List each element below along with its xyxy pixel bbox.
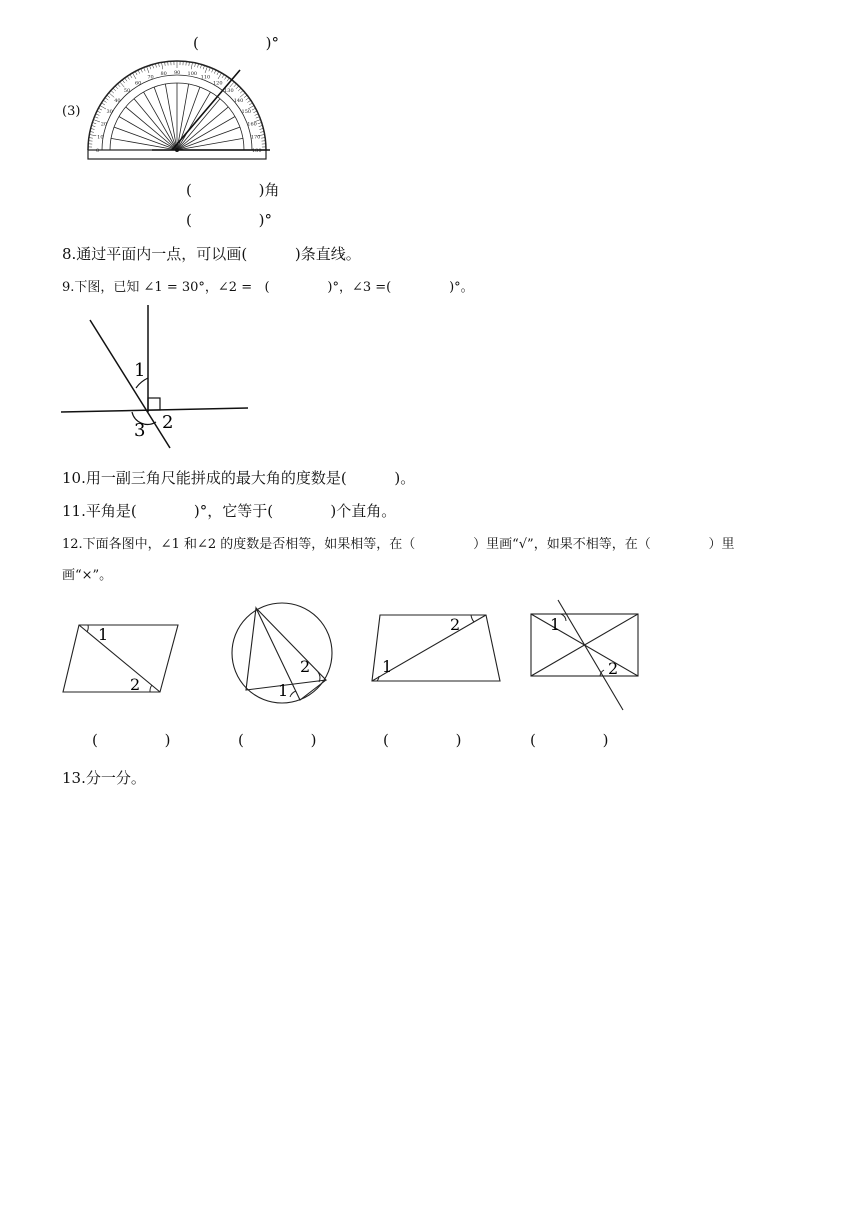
protractor-scale-number: 60: [135, 80, 142, 87]
protractor-tick: [234, 84, 237, 87]
protractor-tick: [100, 106, 106, 110]
protractor-scale-number: 180: [252, 148, 262, 154]
protractor-tick: [209, 67, 210, 71]
q7-top-answer-blank: ( )°: [193, 34, 279, 52]
protractor-tick: [225, 76, 227, 79]
q9-text: 9.下图，已知 ∠1 = 30°，∠2 = ( )°，∠3 =( )°。: [62, 280, 474, 295]
q11-text: 11.平角是( )°，它等于( )个直角。: [62, 502, 397, 520]
protractor-tick: [113, 88, 116, 91]
protractor-tick: [238, 88, 241, 91]
protractor-scale-number: 140: [233, 97, 244, 104]
q12a-label-2: 2: [130, 675, 141, 694]
protractor-tick: [135, 71, 137, 75]
protractor-tick: [252, 108, 256, 110]
protractor-tick: [244, 95, 247, 97]
protractor-tick: [212, 69, 214, 73]
q12-figure-trapezoid: [368, 610, 508, 690]
protractor-scale-number: 10: [97, 134, 104, 141]
protractor-tick: [230, 82, 234, 87]
protractor-tick: [214, 70, 216, 74]
q10-text: 10.用一副三角尺能拼成的最大角的度数是( )。: [62, 469, 416, 487]
protractor-scale-number: 40: [114, 97, 121, 104]
protractor-scale-number: 90: [174, 70, 181, 76]
q12-answer-slot-2: ( ): [238, 731, 317, 749]
q12-text-line2: 画“×”。: [62, 568, 113, 583]
protractor-scale-number: 160: [247, 121, 257, 128]
protractor-tick: [144, 67, 145, 71]
protractor-tick: [120, 82, 124, 87]
q12-answer-slot-4: ( ): [530, 731, 609, 749]
protractor-scale-number: 30: [106, 109, 113, 115]
q12d-label-2: 2: [608, 659, 619, 678]
protractor-scale-number: 50: [123, 88, 131, 95]
protractor-tick: [147, 66, 149, 73]
q12-figure-rectangle: [528, 598, 648, 718]
q12-figure-circle: [228, 600, 338, 710]
protractor-tick: [256, 117, 260, 118]
protractor-tick: [247, 100, 250, 102]
protractor-tick: [253, 111, 257, 113]
protractor-tick: [122, 80, 124, 83]
q9-label-2: 2: [162, 412, 174, 433]
protractor-tick: [127, 76, 129, 79]
q7-degrees-blank: ( )°: [186, 211, 272, 229]
protractor-scale-number: 80: [160, 71, 167, 78]
q9-label-3: 3: [134, 420, 146, 441]
protractor-tick: [222, 75, 224, 78]
protractor-tick: [109, 93, 114, 97]
protractor-tick: [130, 75, 132, 78]
protractor-tick: [133, 73, 137, 79]
q12c-label-2: 2: [450, 615, 461, 634]
q9-angle-figure: [58, 300, 258, 450]
protractor-tick: [125, 78, 127, 81]
q12-answer-slot-3: ( ): [383, 731, 462, 749]
protractor-tick: [217, 71, 219, 75]
protractor-tick: [141, 69, 143, 73]
protractor-figure: [80, 40, 280, 170]
protractor-tick: [94, 117, 98, 118]
protractor-tick: [93, 120, 100, 122]
protractor-tick: [240, 90, 243, 93]
protractor-tick: [162, 62, 163, 69]
protractor-tick: [255, 114, 259, 116]
protractor-scale-number: 150: [241, 109, 252, 115]
protractor-scale-number: 0: [96, 148, 100, 154]
q12c-label-1: 1: [382, 657, 393, 676]
protractor-tick: [138, 70, 140, 74]
q12d-label-1: 1: [550, 615, 561, 634]
q13-text: 13.分一分。: [62, 769, 146, 787]
q7-part3-label: (3): [62, 104, 81, 119]
protractor-tick: [102, 103, 105, 105]
protractor-tick: [236, 86, 239, 89]
protractor-tick: [218, 73, 222, 79]
protractor-tick: [191, 62, 192, 69]
protractor-tick: [246, 98, 249, 100]
protractor-tick: [89, 135, 96, 136]
q12-figure-parallelogram: [60, 620, 190, 700]
protractor-scale-number: 70: [147, 74, 154, 81]
protractor-scale-number: 100: [187, 71, 198, 78]
protractor-tick: [97, 111, 101, 113]
protractor-scale-number: 120: [213, 80, 223, 87]
protractor-tick: [227, 78, 229, 81]
protractor-tick: [103, 100, 106, 102]
protractor-tick: [96, 114, 100, 116]
protractor-tick: [105, 98, 108, 100]
protractor-scale-number: 170: [250, 134, 261, 141]
q12a-label-1: 1: [98, 625, 109, 644]
q12b-label-1: 1: [278, 681, 289, 700]
protractor-tick: [240, 93, 245, 97]
q12-text-line1: 12.下面各图中，∠1 和∠2 的度数是否相等，如果相等，在（ ）里画“√”，如果不相等，在（ ）里: [62, 537, 735, 552]
protractor-scale-number: 130: [224, 88, 234, 95]
protractor-tick: [115, 86, 118, 89]
protractor-tick: [107, 95, 110, 97]
q7-angle-type-blank: ( )角: [186, 181, 280, 199]
q8-text: 8.通过平面内一点，可以画( )条直线。: [62, 245, 361, 263]
q12b-label-2: 2: [300, 657, 311, 676]
protractor-tick: [98, 108, 102, 110]
protractor-tick: [117, 84, 120, 87]
q9-label-1: 1: [134, 360, 146, 381]
protractor-tick: [249, 103, 252, 105]
q12-answer-slot-1: ( ): [92, 731, 171, 749]
protractor-scale-number: 110: [200, 74, 211, 81]
protractor-tick: [205, 66, 207, 73]
protractor-tick: [111, 90, 114, 93]
protractor-scale-number: 20: [100, 121, 108, 128]
